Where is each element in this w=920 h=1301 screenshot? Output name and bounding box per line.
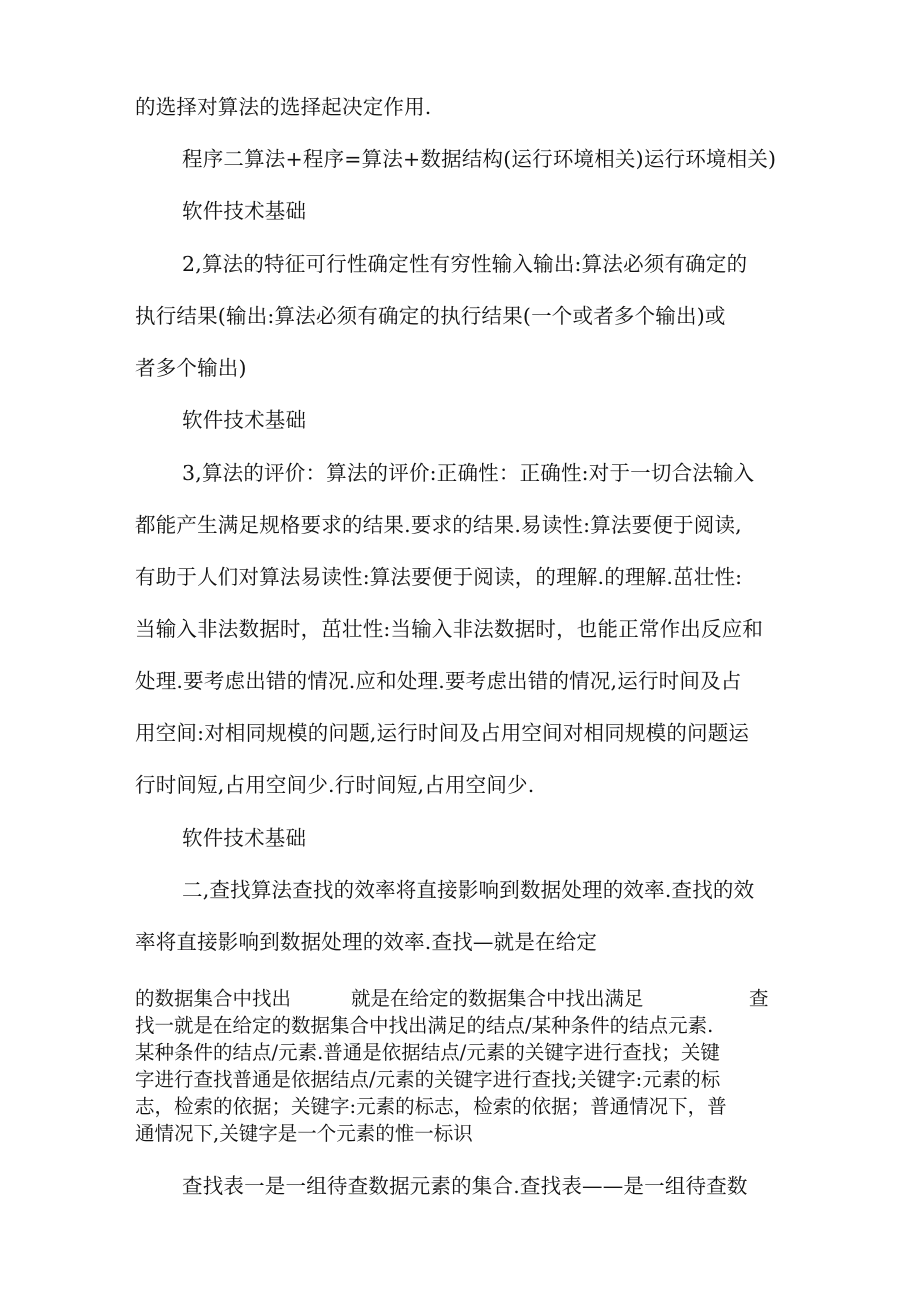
paragraph-line: 查找表一是一组待查数据元素的集合.查找表——是一组待查数 xyxy=(182,1174,748,1198)
paragraph-line: 处理.要考虑出错的情况.应和处理.要考虑出错的情况,运行时间及占 xyxy=(135,669,742,693)
paragraph-line: 找一就是在给定的数据集合中找出满足的结点/某种条件的结点元素. xyxy=(135,1014,714,1037)
paragraph-line: 某种条件的结点/元素.普通是依据结点/元素的关键字进行查找；关键 xyxy=(135,1041,720,1064)
paragraph-line: 执行结果(输出:算法必须有确定的执行结果(一个或者多个输出)或 xyxy=(135,304,726,328)
paragraph-line: 当输入非法数据时，茁壮性:当输入非法数据时，也能正常作出反应和 xyxy=(135,617,764,641)
paragraph-line: 字进行查找普通是依据结点/元素的关键字进行查找;关键字:元素的标 xyxy=(135,1068,721,1091)
text-fragment: 的数据集合中找出 xyxy=(135,987,292,1010)
section-heading: 软件技术基础 xyxy=(182,199,307,223)
paragraph-line: 有助于人们对算法易读性:算法要便于阅读，的理解.的理解.茁壮性: xyxy=(135,565,743,589)
paragraph-line xyxy=(135,988,785,1010)
paragraph-line: 通情况下,关键字是一个元素的惟一标识 xyxy=(135,1122,473,1145)
section-heading: 软件技术基础 xyxy=(182,408,307,432)
paragraph-line: 的选择对算法的选择起决定作用. xyxy=(135,95,432,119)
paragraph-line: 3,算法的评价：算法的评价:正确性：正确性:对于一切合法输入 xyxy=(182,461,755,485)
paragraph-line: 二,查找算法查找的效率将直接影响到数据处理的效率.查找的效 xyxy=(182,878,755,902)
paragraph-line: 2,算法的特征可行性确定性有穷性输入输出:算法必须有确定的 xyxy=(182,252,748,276)
text-fragment: 查 xyxy=(749,987,769,1010)
paragraph-line: 都能产生满足规格要求的结果.要求的结果.易读性:算法要便于阅读, xyxy=(135,513,742,537)
text-fragment: 就是在给定的数据集合中找出满足 xyxy=(351,987,644,1010)
paragraph-line: 用空间:对相同规模的问题,运行时间及占用空间对相同规模的问题运 xyxy=(135,721,750,745)
section-heading: 软件技术基础 xyxy=(182,826,307,850)
paragraph-line: 率将直接影响到数据处理的效率.查找—就是在给定 xyxy=(135,930,598,954)
paragraph-line: 程序二算法+程序=算法+数据结构(运行环境相关)运行环境相关) xyxy=(182,147,777,171)
paragraph-line: 者多个输出) xyxy=(135,356,247,380)
paragraph-line: 行时间短,占用空间少.行时间短,占用空间少. xyxy=(135,773,535,797)
paragraph-line: 志，检索的依据；关键字:元素的标志，检索的依据；普通情况下，普 xyxy=(135,1095,727,1118)
